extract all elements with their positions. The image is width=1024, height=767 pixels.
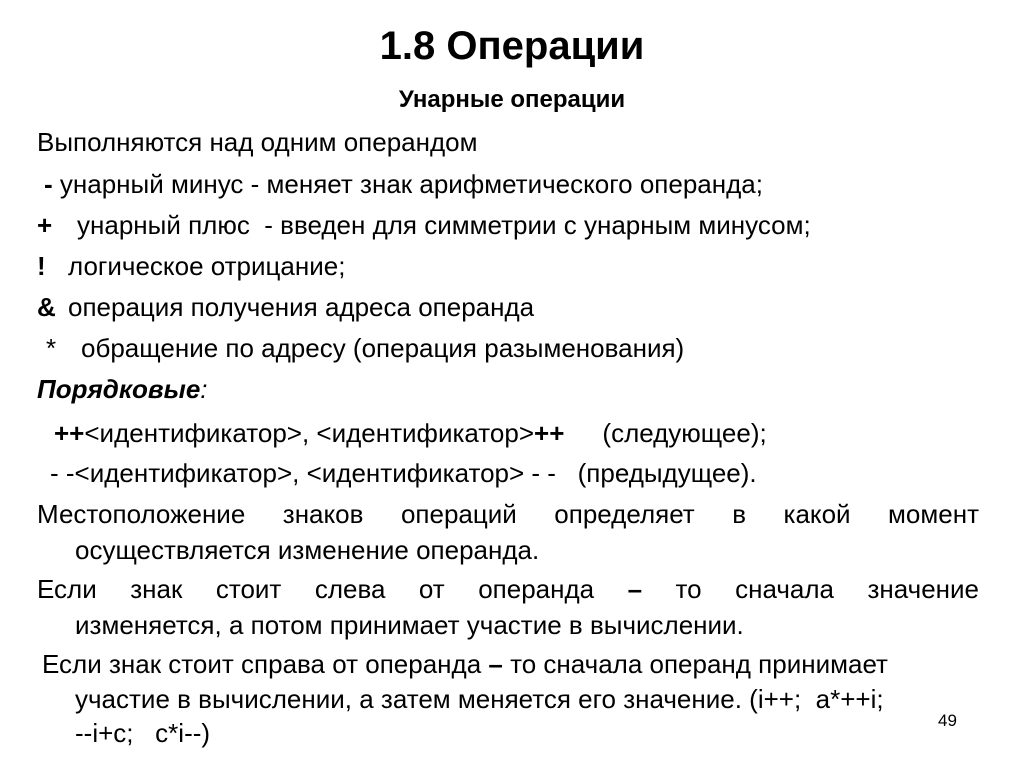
- unary-op-symbol: +: [37, 210, 53, 240]
- unary-op-minus: [44, 169, 763, 199]
- unary-op-text: логическое отрицание;: [68, 251, 346, 281]
- prefix-text-end: то сначала значение: [642, 574, 979, 604]
- increment-prefix: ++: [54, 418, 85, 448]
- unary-op-text: операция получения адреса операнда: [68, 292, 535, 322]
- unary-op-text: унарный плюс - введен для симметрии с унарным минусом;: [77, 210, 811, 240]
- unary-op-symbol: &: [37, 292, 56, 322]
- paragraph-prefix-line1: [37, 572, 979, 606]
- ordinal-heading: [37, 374, 208, 404]
- postfix-text-end: то сначала операнд принимает: [502, 649, 888, 679]
- unary-op-address: [37, 292, 534, 322]
- postfix-text-start: Если знак стоит справа от операнда: [42, 649, 489, 679]
- unary-op-deref: [46, 333, 684, 363]
- paragraph-postfix-line3: --i+c; c*i--): [75, 718, 211, 748]
- unary-op-not: [37, 251, 345, 281]
- paragraph-position-line2: осуществляется изменение операнда.: [75, 535, 540, 565]
- slide-title: 1.8 Операции: [379, 24, 645, 68]
- intro-text: Выполняются над одним операндом: [37, 127, 478, 157]
- paragraph-postfix-line2: участие в вычислении, а затем меняется его значение. (i++; a*++i;: [75, 684, 884, 714]
- postfix-dash: –: [488, 649, 503, 679]
- increment-postfix: ++: [534, 418, 565, 448]
- paragraph-postfix-line1: [42, 649, 888, 679]
- prefix-text-start: Если знак стоит слева от операнда: [37, 574, 628, 604]
- unary-op-text: обращение по адресу (операция разыменования): [81, 333, 685, 363]
- unary-op-symbol: -: [44, 169, 53, 199]
- increment-identifiers: <идентификатор>, <идентификатор>: [84, 418, 535, 448]
- ordinal-decrement: - -<идентификатор>, <идентификатор> - - (предыдущее).: [50, 458, 757, 488]
- ordinal-increment: [54, 418, 767, 448]
- increment-note: (следующее);: [602, 418, 767, 448]
- paragraph-position-line1: Местоположение знаков операций определяет в какой момент: [37, 499, 979, 529]
- ordinal-heading-colon: :: [200, 374, 208, 404]
- unary-op-plus: [37, 210, 811, 240]
- unary-op-symbol: !: [37, 251, 46, 281]
- unary-op-symbol: *: [46, 333, 57, 363]
- unary-op-text: унарный минус - меняет знак арифметического операнда;: [52, 169, 763, 199]
- section-subtitle: Унарные операции: [398, 86, 626, 113]
- paragraph-prefix-line2: изменяется, а потом принимает участие в вычислении.: [75, 610, 744, 640]
- ordinal-heading-text: Порядковые: [37, 374, 201, 404]
- page-number: 49: [938, 711, 957, 730]
- prefix-dash: –: [627, 574, 643, 604]
